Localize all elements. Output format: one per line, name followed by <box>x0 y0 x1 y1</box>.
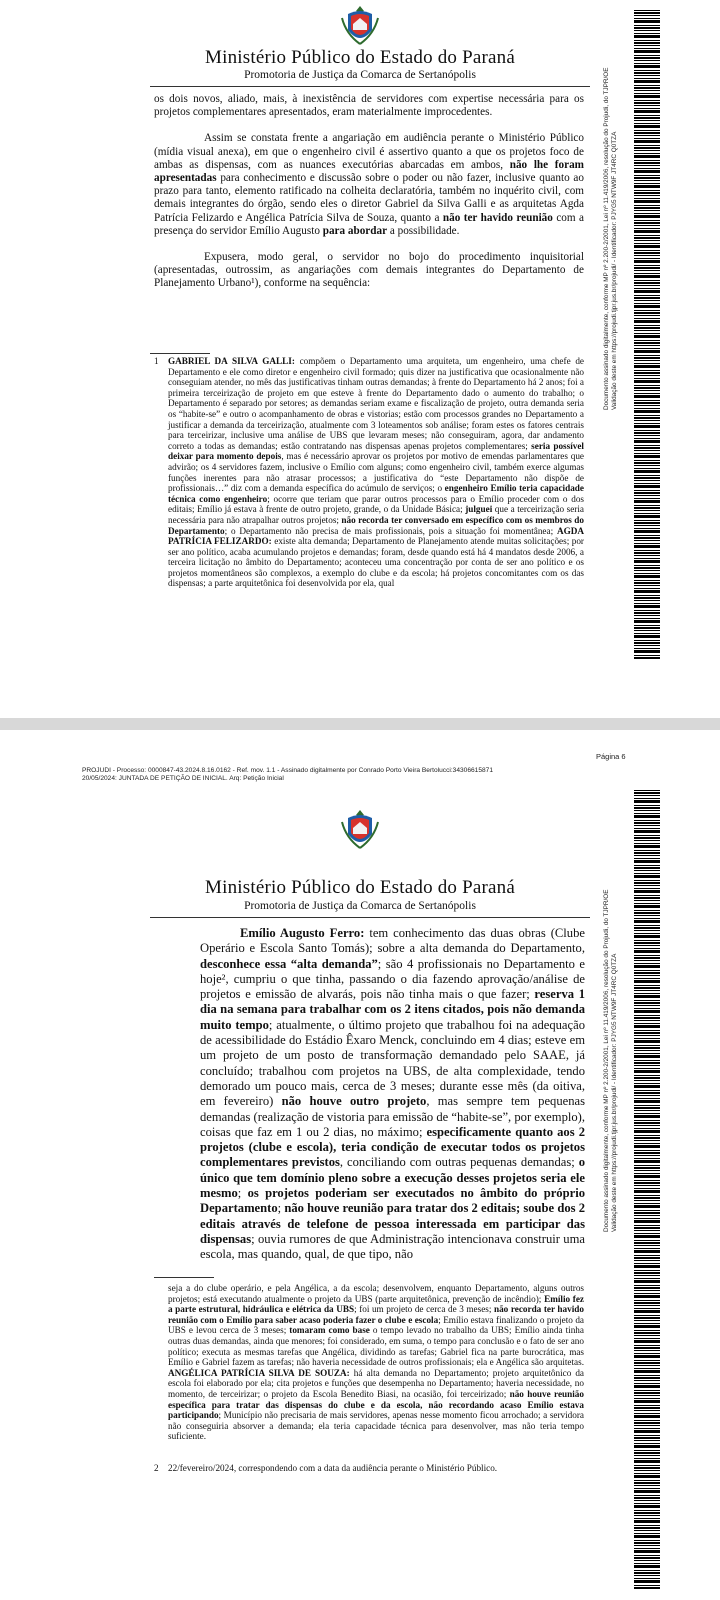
document-page-1 <box>0 0 720 718</box>
ministry-title: Ministério Público do Estado do Paraná <box>205 47 515 68</box>
header-rule <box>150 917 590 918</box>
header-rule <box>150 86 590 87</box>
bold-text-run: desconhece essa “alta demanda” <box>200 956 378 971</box>
bold-text-run: AGDA PATRÍCIA FELIZARDO: <box>168 525 584 547</box>
text-run: existe alta demanda; Departamento de Planejamento atende muitas solicitações; por ser ano político, acaba acumulando projetos e demandas; foram, desde quando está há 4 mandatos desde 2006, a terceira licitação no âmbito do Departamento; aconteceu uma concentração por conta de ser ano político e os projetos momentâneos são complexos, a exemplo do clube e da escola; há projetos concomitantes com os das dispensas; a parte arquitetônica foi desenvolvida por ela, qual <box>168 536 584 589</box>
parana-crest-icon <box>338 808 382 852</box>
footnote-number: 1 <box>154 356 159 366</box>
bold-text-run: GABRIEL DA SILVA GALLI: <box>168 356 295 366</box>
text-run: tem conhecimento das duas obras (Clube Operário e Escola Santo Tomás); sobre a alta demanda do Departamento, <box>200 926 585 956</box>
text-run: ; atualmente, o último projeto que trabalhou foi na adequação de acessibilidade do Estádio Êxaro Menck, concluindo em 4 dias; esteve em um projeto de um posto de transformação demandado pelo SAAE, já concluído; trabalhou com projetos na UBS, de alta complexidade, tendo demorado um pouco mais, cerca de 3 meses; durante esse mês (da oitiva, em fevereiro) <box>200 1017 585 1109</box>
text-run: para conhecimento e discussão sobre o poder ou não fazer, inclusive quanto ao prazo para tanto, elemento ratificado na colheita declaratória, também no inquérito civil, com demais integrantes do órgão, sendo eles o diretor Gabriel da Silva Galli e as arquitetas Agda Patrícia Felizardo e Angélica Patrícia Silva de Souza, quanto a <box>154 172 584 224</box>
text-run: ; <box>237 1186 248 1201</box>
paragraph-continued: os dois novos, aliado, mais, à inexistência de servidores com expertise necessária para os projetos complementares apresentados, eram materialmente improcedentes. <box>154 93 584 119</box>
side-text-validation: Validação deste em https://projudi.tjpr.jus.br/projudi/ - Identificador: PJYG5 NTW9F JT4RC Q0TZA <box>611 131 618 410</box>
bold-text-run: Emílio Augusto Ferro: <box>240 926 365 940</box>
barcode <box>634 10 660 660</box>
bold-text-run: o único que tem domínio pleno sobre a execução desses projetos seria ele mesmo <box>200 1155 586 1201</box>
text-run: , mas sempre tem pequenas demandas (realização de vistoria para emissão de “habite-se”, por exemplo), coisas que faz em 1 ou 2 dias, no máximo; <box>200 1094 586 1139</box>
page-separator <box>0 718 720 730</box>
text-run: , conciliando com outras pequenas demandas; <box>339 1155 579 1170</box>
text-run: Assim se constata frente a angariação em audiência perante o Ministério Público (mídia visual anexa), em que o engenheiro civil é assertivo quanto a que os projetos foco de ambas as dispensas, com as nuances executórias abarcadas em ambos, <box>154 132 584 171</box>
barcode <box>634 790 660 1590</box>
text-run: ; ocorre que teriam que parar outros processos para o Emílio proceder com o dos editais; Emílio já estava à frente de outro projeto, grande, o da Unidade Básica; <box>168 493 584 515</box>
footnote-2 <box>154 1463 584 1474</box>
text-run: ; Município não precisaria de mais servidores, apenas nesse momento ficou arrochado; a servidora não conseguiria absorver a demanda; ela teria capacidade técnica para desenvolver, mas não teria tempo suficiente. <box>168 1410 584 1442</box>
bold-text-run: não houve outro projeto <box>281 1094 427 1109</box>
bold-text-run: não lhe foram apresentadas <box>154 158 585 185</box>
promotoria-subtitle: Promotoria de Justiça da Comarca de Sertanópolis <box>244 900 476 912</box>
bold-text-run: ANGÉLICA PATRÍCIA SILVA DE SOUZA: <box>168 1367 350 1378</box>
page1-body <box>154 93 584 291</box>
footnote-2-text: 22/fevereiro/2024, correspondendo com a data da audiência perante o Ministério Público. <box>168 1463 498 1473</box>
bold-text-run: tomaram como base <box>289 1325 370 1336</box>
projudi-header-line2: 20/05/2024: JUNTADA DE PETIÇÃO DE INICIAL. Arq: Petição Inicial <box>82 775 284 782</box>
page-number: Página 6 <box>596 752 626 761</box>
ministry-title: Ministério Público do Estado do Paraná <box>205 877 515 898</box>
text-run: , mas é necessário aprovar os projetos por motivo de emendas parlamentares que advirão; os 4 servidores fazem, inclusive o Emílio com alguns; como engenheiro civil, também exerce algumas funções inerentes para não atrasar processos; a justificativa do “este Departamento não dispõe de profissionais…” diz com a demanda específica do acúmulo de serviços; o <box>168 451 584 494</box>
bold-text-run: reserva 1 dia na semana para trabalhar com os 2 itens citados, pois não demanda muito tempo <box>200 987 585 1032</box>
text-run: ; <box>277 1201 285 1216</box>
bold-text-run: julguei <box>465 504 493 515</box>
text-run: ; Emílio estava finalizando o projeto da UBS e levou cerca de 3 meses; <box>168 1314 584 1336</box>
text-run: ; foi um projeto de cerca de 3 meses; <box>354 1304 494 1315</box>
text-run: que a terceirização seria necessária para não atrapalhar outros projetos; <box>168 504 584 525</box>
paragraph-assim <box>154 132 584 238</box>
bold-text-run: não recorda ter conversado em específico com os membros do Departamento <box>168 514 584 536</box>
side-text-validation: Validação deste em https://projudi.tjpr.jus.br/projudi/ - Identificador: PJYG5 NTW9F JT4RC Q0TZA <box>611 953 618 1232</box>
side-text-signed: Documento assinado digitalmente, conforme MP nº 2.200-2/2001, Lei nº 11.419/2006, resolução do Projudi, do TJPR/OE <box>603 889 610 1232</box>
bold-text-run: não houve reunião para tratar dos 2 editais; soube dos 2 editais através de telefone de pessoa interessada em participar das dispensas <box>200 1201 585 1246</box>
bold-text-run: os projetos poderiam ser executados no âmbito do próprio Departamento <box>200 1186 585 1216</box>
parana-crest-icon <box>338 4 382 48</box>
paragraph-expusera: Expusera, modo geral, o servidor no bojo do procedimento inquisitorial (apresentadas, outrossim, as angariações com demais integrantes do Departamento de Planejamento Urbano¹), conforme na sequência: <box>154 251 584 290</box>
text-run: ; ouvia rumores de que Administração intencionava construir uma escola, mas quando, qual, de que tipo, não <box>200 1231 585 1262</box>
text-run: há alta demanda no Departamento; projeto arquitetônico da escola foi elaborado por ela; cita projetos e funções que desempenha no Departamento; haveria necessidade, no momento, de terceirizar; o projeto da Escola Benedito Biasi, na ocasião, foi terceirizado; <box>168 1367 584 1399</box>
projudi-header-line1: PROJUDI - Processo: 0000847-43.2024.8.16.0162 - Ref. mov. 1.1 - Assinado digitalmente por Conrado Porto Vieira Bertolucci:34306615871 <box>82 767 494 774</box>
footnote-1-continued <box>168 1283 584 1442</box>
text-run: a possibilidade. <box>387 224 460 237</box>
side-text-signed: Documento assinado digitalmente, conforme MP nº 2.200-2/2001, Lei nº 11.419/2006, resolução do Projudi, do TJPR/OE <box>603 67 610 410</box>
text-run: compõem o Departamento uma arquiteta, um engenheiro, uma chefe de Departamento e ele como diretor e engenheiro civil formado; quis dizer na justificativa que ocasionalmente não conseguiam atender, no mês das justificativas tinham outras demandas; à frente do Departamento há 2 anos; foi a primeira terceirização de projeto em que esteve à frente do Departamento dado o aumento do trabalho; o Departamento é separado por setores; as demandas seriam exame e fiscalização de projeto, outra demanda seria os “habite-se” e outro o acompanhamento de obras e vistorias; estão com processos grandes no Departamento a justificar a demanda da terceirização, atualmente com 3 loteamentos sob análise; foram estes os fatores centrais para terceirizar, inclusive uma análise de UBS que levaram meses; não conseguiram, agora, dar andamento correto a todas as demandas; estão contratando nas dispensas apenas projetos complementares; <box>168 356 585 451</box>
text-run: ; são 4 profissionais no Departamento e hoje², cumpriu o que tinha, passando o dia fazendo aprovação/análise de projetos e emissão de alvarás, pois não tinha mais o que fazer; <box>200 956 586 1002</box>
signature-side-text <box>603 792 631 1232</box>
text-run: ; o Departamento não precisa de mais profissionais, pois a situação foi momentânea; <box>224 525 557 536</box>
footnote-1 <box>154 356 585 589</box>
testimony-emilio-text <box>200 926 585 1263</box>
footnote-rule <box>150 353 210 354</box>
footnote-1-text <box>168 356 584 589</box>
bold-text-run: engenheiro Emílio teria capacidade técnica como engenheiro <box>168 483 584 504</box>
footnote-number: 2 <box>154 1463 159 1473</box>
bold-text-run: não recorda ter havido reunião com o Emílio para saber acaso poderia fazer o clube e escola <box>168 1304 584 1325</box>
text-run: o tempo levado no trabalho da UBS; Emílio ainda tinha outras duas demandas, ainda que menores; foi considerado, em suma, o tempo para conclusão e o fato de ser ano político; executa as mesmas tarefas que Angélica, dividindo as tarefas; Gabriel fica na parte burocrática, mas Emílio e Gabriel fazem as tarefas; não haveria necessidade de outros profissionais; ela e Angélica são arquitetas. <box>168 1325 584 1368</box>
bold-text-run: especificamente quanto aos 2 projetos (clube e escola), teria condição de executar todos os projetos complementares previstos <box>200 1124 585 1170</box>
testimony-emilio <box>200 926 585 1263</box>
bold-text-run: para abordar <box>322 224 388 237</box>
footnote-rule <box>154 1277 214 1278</box>
bold-text-run: não houve reunião específica para tratar das dispensas do clube e da escola, não recordando acaso Emílio estava participando <box>168 1388 584 1421</box>
document-page-2 <box>0 730 720 1600</box>
signature-side-text <box>603 10 631 410</box>
bold-text-run: não ter havido reunião <box>442 211 553 224</box>
footnote-1-continued-text <box>168 1283 584 1442</box>
bold-text-run: Emílio fez a parte estrutural, hidráulica e elétrica da UBS <box>168 1293 585 1315</box>
projudi-header <box>82 767 602 783</box>
promotoria-subtitle: Promotoria de Justiça da Comarca de Sertanópolis <box>244 69 476 81</box>
text-run: seja a do clube operário, e pela Angélica, a da escola; desenvolvem, enquanto Departamento, alguns outros projetos; está executando atualmente o projeto da UBS (parte arquitetônica, prevenção de incêndio); <box>168 1283 584 1304</box>
text-run: com a presença do servidor Emílio Augusto <box>154 211 584 237</box>
bold-text-run: seria possível deixar para momento depois <box>168 440 584 462</box>
